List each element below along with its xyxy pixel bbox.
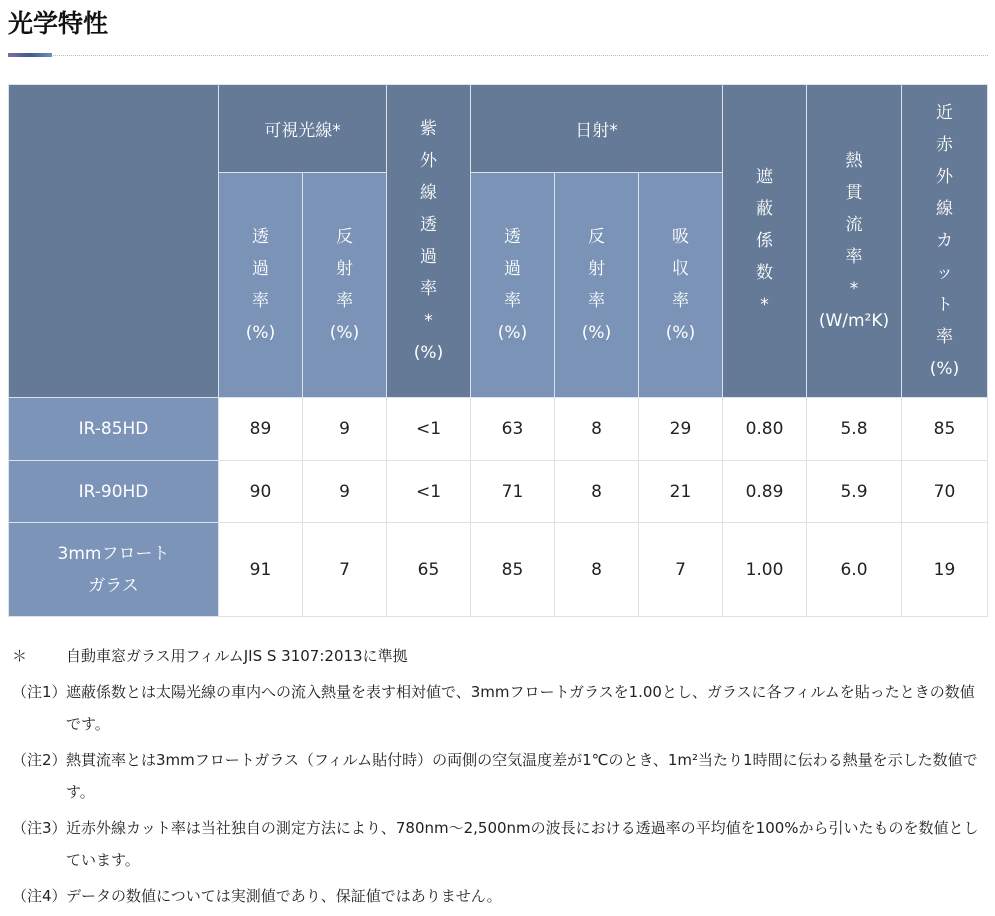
header-line: (%) xyxy=(413,343,444,363)
table-cell: 19 xyxy=(902,523,988,617)
header-line: 反 xyxy=(588,227,605,247)
header-sol-abs xyxy=(639,173,723,398)
note-key: （注2） xyxy=(12,751,67,769)
header-line: 射 xyxy=(588,259,605,279)
table-cell: 5.8 xyxy=(807,398,902,461)
header-line: (%) xyxy=(329,323,360,343)
header-line: ッ xyxy=(936,263,953,283)
note-key: ＊ xyxy=(12,647,28,665)
divider xyxy=(8,55,988,56)
note-item xyxy=(12,744,987,808)
table-cell: 89 xyxy=(219,398,303,461)
header-line: IR-85HD xyxy=(78,419,149,439)
table-row xyxy=(9,523,988,617)
header-line: 外 xyxy=(936,167,953,187)
table-cell: <1 xyxy=(387,461,471,523)
header-line: 透 xyxy=(252,227,269,247)
header-line: 熱 xyxy=(845,151,863,171)
header-line: 率 xyxy=(252,291,269,311)
table-cell: 90 xyxy=(219,461,303,523)
table-cell: 8 xyxy=(555,523,639,617)
header-line: 係 xyxy=(756,231,773,251)
table-cell: 9 xyxy=(303,461,387,523)
table-cell: 70 xyxy=(902,461,988,523)
table-cell: 5.9 xyxy=(807,461,902,523)
header-line: 過 xyxy=(504,259,521,279)
header-line: 反 xyxy=(336,227,353,247)
row-label xyxy=(9,461,219,523)
header-line: 遮 xyxy=(756,167,773,187)
header-line: (%) xyxy=(929,359,960,379)
table-cell: 63 xyxy=(471,398,555,461)
header-line: ト xyxy=(936,295,953,315)
header-line: 射 xyxy=(336,259,353,279)
header-vis-trans xyxy=(219,173,303,398)
table-cell: 91 xyxy=(219,523,303,617)
header-line: ガラス xyxy=(88,575,139,596)
header-line: 率 xyxy=(845,247,863,267)
header-line: 吸 xyxy=(672,227,689,247)
header-sol-refl xyxy=(555,173,639,398)
header-line: (%) xyxy=(581,323,612,343)
optical-properties-table xyxy=(8,84,988,617)
table-cell: 85 xyxy=(471,523,555,617)
header-line: 近 xyxy=(936,103,953,123)
table-cell: 8 xyxy=(555,398,639,461)
corner-header xyxy=(9,85,219,398)
title-accent xyxy=(8,53,52,57)
header-line: 赤 xyxy=(936,135,953,155)
header-line: 外 xyxy=(420,151,437,171)
table-cell: 7 xyxy=(639,523,723,617)
note-key: （注1） xyxy=(12,683,67,701)
table-cell: 71 xyxy=(471,461,555,523)
header-line: * xyxy=(424,311,433,331)
header-line: 透 xyxy=(504,227,521,247)
row-label xyxy=(9,398,219,461)
header-line: 率 xyxy=(936,327,953,347)
header-line: 収 xyxy=(672,259,689,279)
header-visible: 可視光線* xyxy=(219,85,387,173)
row-label xyxy=(9,523,219,617)
header-line: 過 xyxy=(252,259,269,279)
table-cell: 1.00 xyxy=(723,523,807,617)
table-cell: 7 xyxy=(303,523,387,617)
header-line: 過 xyxy=(420,247,437,267)
table-cell: 21 xyxy=(639,461,723,523)
header-line: 数 xyxy=(756,263,773,283)
header-line: 線 xyxy=(420,183,437,203)
note-text: 遮蔽係数とは太陽光線の車内への流入熱量を表す相対値で、3mmフロートガラスを1.00とし、ガラスに各フィルムを貼ったときの数値です。 xyxy=(66,683,975,733)
note-item xyxy=(12,880,987,912)
header-shading xyxy=(723,85,807,398)
notes xyxy=(12,640,987,916)
header-line: 率 xyxy=(588,291,605,311)
table-cell: <1 xyxy=(387,398,471,461)
table-cell: 65 xyxy=(387,523,471,617)
header-line: (%) xyxy=(497,323,528,343)
note-item xyxy=(12,640,987,672)
note-text: 熱貫流率とは3mmフロートガラス（フィルム貼付時）の両側の空気温度差が1℃のとき、1m²当たり1時間に伝わる熱量を示した数値です。 xyxy=(66,751,978,801)
table-row xyxy=(9,461,988,523)
note-item xyxy=(12,812,987,876)
header-line: 透 xyxy=(420,215,437,235)
note-key: （注4） xyxy=(12,887,67,905)
header-line: (W/m²K) xyxy=(818,311,890,331)
header-line: 率 xyxy=(672,291,689,311)
header-line: 3mmフロート xyxy=(57,543,170,564)
header-line: 線 xyxy=(936,199,953,219)
note-text: 自動車窓ガラス用フィルムJIS S 3107:2013に準拠 xyxy=(66,647,408,665)
table-cell: 0.89 xyxy=(723,461,807,523)
header-vis-refl xyxy=(303,173,387,398)
table-cell: 29 xyxy=(639,398,723,461)
header-uvalue xyxy=(807,85,902,398)
header-sol-trans xyxy=(471,173,555,398)
note-text: データの数値については実測値であり、保証値ではありません。 xyxy=(66,887,502,905)
header-nir xyxy=(902,85,988,398)
table-cell: 85 xyxy=(902,398,988,461)
note-item xyxy=(12,676,987,740)
header-line: * xyxy=(849,279,859,299)
table-cell: 6.0 xyxy=(807,523,902,617)
header-line: (%) xyxy=(665,323,696,343)
header-line: 流 xyxy=(845,215,863,235)
header-line: IR-90HD xyxy=(78,481,149,502)
header-line: * xyxy=(760,295,769,315)
header-line: 率 xyxy=(504,291,521,311)
header-solar: 日射* xyxy=(471,85,723,173)
note-text: 近赤外線カット率は当社独自の測定方法により、780nm～2,500nmの波長における透過率の平均値を100%から引いたものを数値としています。 xyxy=(66,819,979,869)
header-line: 率 xyxy=(420,279,437,299)
header-line: 紫 xyxy=(420,119,437,139)
table-cell: 9 xyxy=(303,398,387,461)
page-title: 光学特性 xyxy=(8,9,109,38)
header-line: 貫 xyxy=(845,183,863,203)
header-uv xyxy=(387,85,471,398)
table-cell: 8 xyxy=(555,461,639,523)
table-cell: 0.80 xyxy=(723,398,807,461)
header-line: 蔽 xyxy=(756,199,773,219)
header-line: カ xyxy=(936,231,953,251)
table-row xyxy=(9,398,988,461)
header-line: 率 xyxy=(336,291,353,311)
note-key: （注3） xyxy=(12,819,67,837)
header-line: (%) xyxy=(245,323,276,343)
